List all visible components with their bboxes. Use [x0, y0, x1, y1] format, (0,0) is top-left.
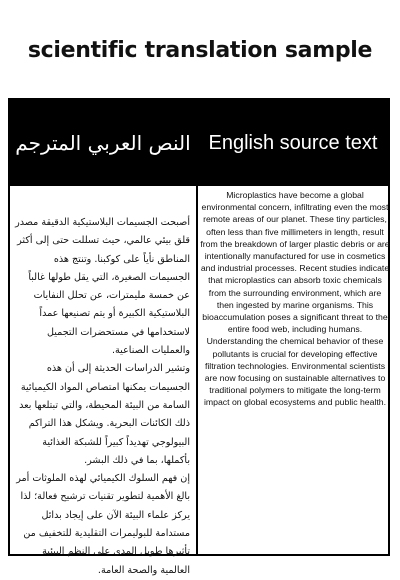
arabic-column-header: النص العربي المترجم: [15, 131, 191, 155]
arabic-translated-text: أصبحت الجسيمات البلاستيكية الدقيقة مصدر قلق بيئي عالمي، حيث تسللت حتى إلى أكثر المناطق نأياً على كوكبنا. وتنتج هذه الجسيمات الصغيرة، التي يقل طولها غالباً عن خمسة مليمترات، عن تحلل النفايات البلاستيكية الكبيرة أو يتم تصنيعها عمداً لاستخدامها في مستحضرات التجميل والعمليات الصناعية. وتشير الدراسات الحديثة إلى أن هذه الجسيمات يمكنها امتصاص المواد الكيميائية السامة من البيئة المحيطة، والتي تبتلعها بعد ذلك الكائنات البحرية. ويشكل هذا التراكم البيولوجي تهديداً كبيراً للشبكة الغذائية بأكملها، بما في ذلك البشر. إن فهم السلوك الكيميائي لهذه الملوثات أمر بالغ الأهمية لتطوير تقنيات ترشيح فعالة؛ لذا يركز علماء البيئة الآن على إيجاد بدائل مستدامة للبوليمرات التقليدية للتخفيف من تأثيرها طويل المدى على النظم البيئية العالمية والصحة العامة.: [15, 217, 190, 576]
table-header-row: [10, 100, 388, 186]
english-column-header: English source text: [208, 132, 378, 154]
english-source-text: Microplastics have become a global environmental concern, infiltrating even the most remote areas of our planet. These tiny particles, often less than five millimeters in length, result from the breakdown of larger plastic debris or are intentionally manufactured for use in cosmetics and industrial processes. Recent studies indicate that microplastics can absorb toxic chemicals from the surrounding environment, which are then ingested by marine organisms. This bioaccumulation poses a significant threat to the entire food web, including humans. Understanding the chemical behavior of these pollutants is crucial for developing effective filtration technologies. Environmental scientists are now focusing on sustainable alternatives to traditional polymers to mitigate the long-term impact on global ecosystems and public health.: [200, 190, 390, 408]
page-title: scientific translation sample: [27, 38, 373, 63]
translation-table: [8, 98, 390, 576]
column-divider: [196, 100, 198, 554]
